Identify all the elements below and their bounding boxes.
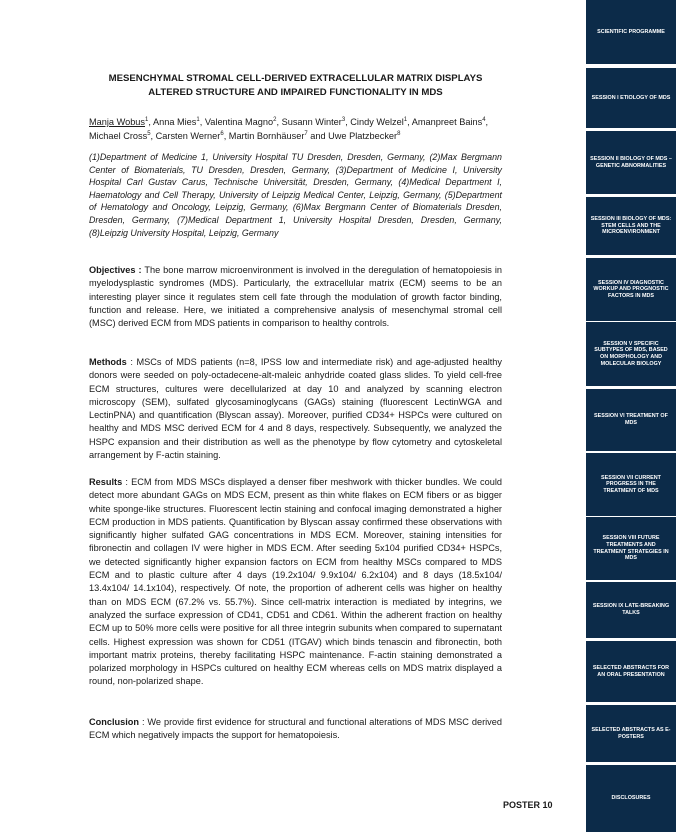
sidebar-item-session-i[interactable] [586,68,676,128]
methods-section [89,356,502,462]
sidebar-item-label: SESSION III BIOLOGY OF MDS: STEM CELLS AND THE MICROENVIRONMENT [590,216,672,236]
sidebar-item-label: SCIENTIFIC PROGRAMME [597,28,665,35]
sidebar-item-label: SESSION VIII FUTURE TREATMENTS AND TREATMENT STRATEGIES IN MDS [593,535,669,562]
author-name: Susann Winter [281,117,342,127]
sidebar-item-selected-oral[interactable] [586,641,676,702]
author-name: Cindy Welzel [350,117,404,127]
author-name: Michael Cross [89,130,148,141]
session-navigation [586,0,676,832]
sidebar-item-label: SESSION VII CURRENT PROGRESS IN THE TREATMENT OF MDS [601,474,661,494]
author-list: Manja Wobus$^1$, Anna Mies$^1$, Valentina Magno$^2$, Susann Winter$^3$, Cindy Welzel$^1$, Amanpreet Bains$^4$, Michael Cross$^5$, Carsten Werner$^6$, Martin Bornhäuser$^7$ and Uwe Platzbecker$^8$ [89,116,489,141]
objectives-label: Objectives : [89,265,142,275]
objectives-section [89,264,502,330]
sidebar-item-label: SESSION IX LATE-BREAKING TALKS [592,603,670,616]
sidebar-item-label: SESSION II BIOLOGY OF MDS – GENETIC ABNORMALITIES [590,155,672,169]
author-name: Valentina Magno [204,117,274,127]
affiliations: (1)Department of Medicine 1, University Hospital TU Dresden, Dresden, Germany, (2)Max Bergmann Center of Biomaterials, TU Dresden, Dresden, Germany, (3)Department of Medicine I, University Hospital Carl Gustav Carus, Technische Universität, Dresden, Germany, (4)Medical Department I, Haematology and Cell Therapy, University of Leipzig Medical Center, Leipzig, Germany, (5)Department of Hematology and Oncology, Leipzig, Germany, (6)Max Bergmann Center of Biomaterials Dresden, Dresden, Germany, (7)Medical Department 1, University Hospital Dresden, Dresden, Germany, (8)Leipzig University Hospital, Leipzig, Germany [89,152,502,238]
sidebar-item-session-vii[interactable] [586,453,676,516]
author-affiliation-index: 4 [482,116,486,123]
author-affiliation-index: 6 [220,130,224,137]
sidebar-item-label: SELECTED ABSTRACTS FOR AN ORAL PRESENTATION [592,664,670,678]
author-affiliation-index: 3 [341,116,346,123]
sidebar-item-selected-eposters[interactable] [586,705,676,762]
results-text: : ECM from MDS MSCs displayed a denser fiber meshwork with thicker bundles. We could detect more abundant GAGs on MDS ECM, present as thin white flakes on ECM fibers or as bigger white sponge-like structures. Fluorescent lectin staining and confocal imaging demonstrated a higher ECM production in MDS patients. Quantification by Blyscan assay confirmed these observations with significantly higher sulfated GAG concentrations in MDS ECM. Moreover, staining intensities for fibronectin and collagen IV were higher in MDS ECM. After seeding 5x104 purified CD34+ HSPCs, we detected significantly higher expansion factors on ECM from healthy MSCs compared to MDS ECM and to plastic culture after 4 days (19.2x104/ 9.9x104/ 6.2x104) and 8 days (18.5x104/ 13.4x104/ 14.1x104), respectively. Of note, the proportion of adherent cells was higher on healthy than on MDS ECM (67.2% vs. 55.7%). Since cell-matrix interaction is mediated by integrins, we analyzed the surface expression of CD41, CD51 and CD61. Within the adherent fraction on healthy ECM up to 50% more cells were positive for all three integrin subunits when compared to supernatant cells. Highest expression was shown for CD51 (ITGAV) which binds tenascin and fibronectin, both important matrix proteins, thereby facilitating HSPC maintenance. F-actin staining demonstrated a polarized morphology in HSPCs cultured on healthy ECM whereas cells on MDS matrix displayed a round, non-polarized shape. [89,477,502,687]
results-label: Results [89,477,123,487]
author-name: Carsten Werner [155,130,221,141]
author-affiliation-index: 2 [273,116,277,123]
sidebar-item-label: SESSION I ETIOLOGY OF MDS [591,94,671,101]
sidebar-item-label: SESSION IV DIAGNOSTIC WORKUP AND PROGNOSTIC FACTORS IN MDS [593,279,669,299]
conclusion-label: Conclusion [89,717,140,727]
results-section [89,476,502,689]
author-affiliation-index: 7 [304,130,308,137]
author-name: Anna Mies [152,117,197,127]
abstract-title-line: MESENCHYMAL STROMAL CELL-DERIVED EXTRACELLULAR MATRIX DISPLAYS [108,73,483,84]
author-name: Amanpreet Bains [411,117,483,127]
sidebar-item-session-ii[interactable] [586,131,676,194]
abstract-title [89,72,502,100]
sidebar-item-label: DISCLOSURES [611,795,651,802]
sidebar-item-disclosures[interactable] [586,765,676,832]
author-affiliation-index: 1 [196,116,200,123]
poster-number: POSTER 10 [503,800,553,810]
sidebar-item-session-v[interactable] [586,322,676,386]
sidebar-item-session-viii[interactable] [586,517,676,580]
author-affiliation-index: 1 [145,116,149,123]
abstract-page [89,0,502,832]
presenting-author: Manja Wobus [89,117,146,127]
sidebar-item-session-iii[interactable] [586,197,676,255]
methods-text: : MSCs of MDS patients (n=8, IPSS low and intermediate risk) and age-adjusted healthy donors were seeded on poly-octadecene-alt-maleic anhydride coated glass slides. To yield cell-free ECM structures, cultures were decellularized at day 10 and analyzed by scanning electron microscopy (SEM), sulfated glycosaminoglycans (GAGs) staining (fluorescent LectinWGA and LectinPNA) and quantification (Blyscan assay). Moreover, purified CD34+ HSPCs were cultured on healthy and MDS MSC derived ECM for 4 and 8 days, respectively. Subsequently, we analyzed the HSPC expansion and their distribution as well as the phenotype by flow cytometry and cytoskeletal arrangement by F-actin staining. [89,357,502,461]
methods-label: Methods [89,357,127,367]
author-name: Martin Bornhäuser [228,130,305,141]
conclusion-section [89,716,502,743]
sidebar-item-label: SESSION VI TREATMENT OF MDS [594,413,668,426]
author-name: Uwe Platzbecker [328,130,398,141]
sidebar-item-session-ix[interactable] [586,582,676,638]
author-affiliation-index: 5 [147,130,151,137]
conclusion-text: : We provide first evidence for structural and functional alterations of MDS MSC derived ECM which negatively impacts the support for hematopoiesis. [89,717,502,741]
sidebar-item-session-vi[interactable] [586,389,676,451]
author-affiliation-index: 8 [397,130,401,137]
objectives-text: The bone marrow microenvironment is involved in the deregulation of hematopoiesis in myelodysplastic syndromes (MDS). Particularly, the extracellular matrix (ECM) seems to be an interesting player since it regulates stem cell fate through the modulation of growth factor binding, function and release. Here, we initiated a comprehensive analysis of mesenchymal stromal cell (MSC) derived ECM from MDS patients in comparison to healthy controls. [89,265,502,329]
sidebar-item-label: SELECTED ABSTRACTS AS E-POSTERS [591,726,671,740]
sidebar-item-label: SESSION V SPECIFIC SUBTYPES OF MDS, BASED ON MORPHOLOGY AND MOLECULAR BIOLOGY [594,340,668,367]
sidebar-item-session-iv[interactable] [586,258,676,321]
sidebar-item-scientific-programme[interactable] [586,0,676,64]
author-affiliation-index: 1 [403,116,408,123]
abstract-title-line: ALTERED STRUCTURE AND IMPAIRED FUNCTIONALITY IN MDS [148,87,443,98]
